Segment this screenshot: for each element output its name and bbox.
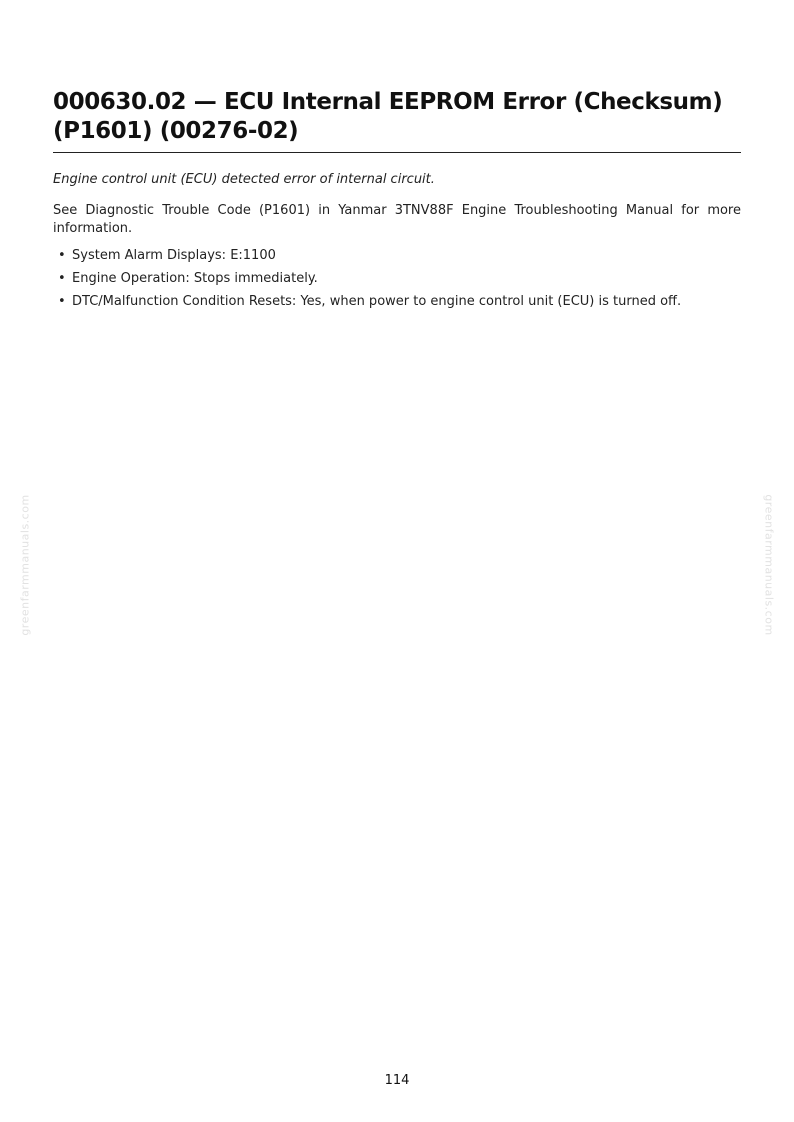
list-item-text: DTC/Malfunction Condition Resets: Yes, when power to engine control unit (ECU) is turned off. [72, 294, 682, 309]
condition-list [53, 247, 741, 311]
summary-text: Engine control unit (ECU) detected error of internal circuit. [53, 172, 435, 187]
page-content [53, 88, 741, 316]
list-item [53, 247, 741, 265]
list-item [53, 293, 741, 311]
page-title [53, 88, 741, 153]
reference-paragraph: See Diagnostic Trouble Code (P1601) in Yanmar 3TNV88F Engine Troubleshooting Manual for more information. [53, 203, 741, 236]
watermark-right: greenfarmmanuals.com [762, 494, 776, 636]
title-line-1: 000630.02 — ECU Internal EEPROM Error (Checksum) [53, 89, 723, 115]
title-line-2: (P1601) (00276-02) [53, 118, 299, 144]
bullet-icon: • [58, 271, 66, 286]
list-item [53, 270, 741, 288]
list-item-text: Engine Operation: Stops immediately. [72, 271, 318, 286]
bullet-icon: • [58, 248, 66, 263]
bullet-icon: • [58, 294, 66, 309]
page-number: 114 [384, 1073, 410, 1088]
list-item-text: System Alarm Displays: E:1100 [72, 248, 276, 263]
watermark-left: greenfarmmanuals.com [18, 494, 32, 636]
